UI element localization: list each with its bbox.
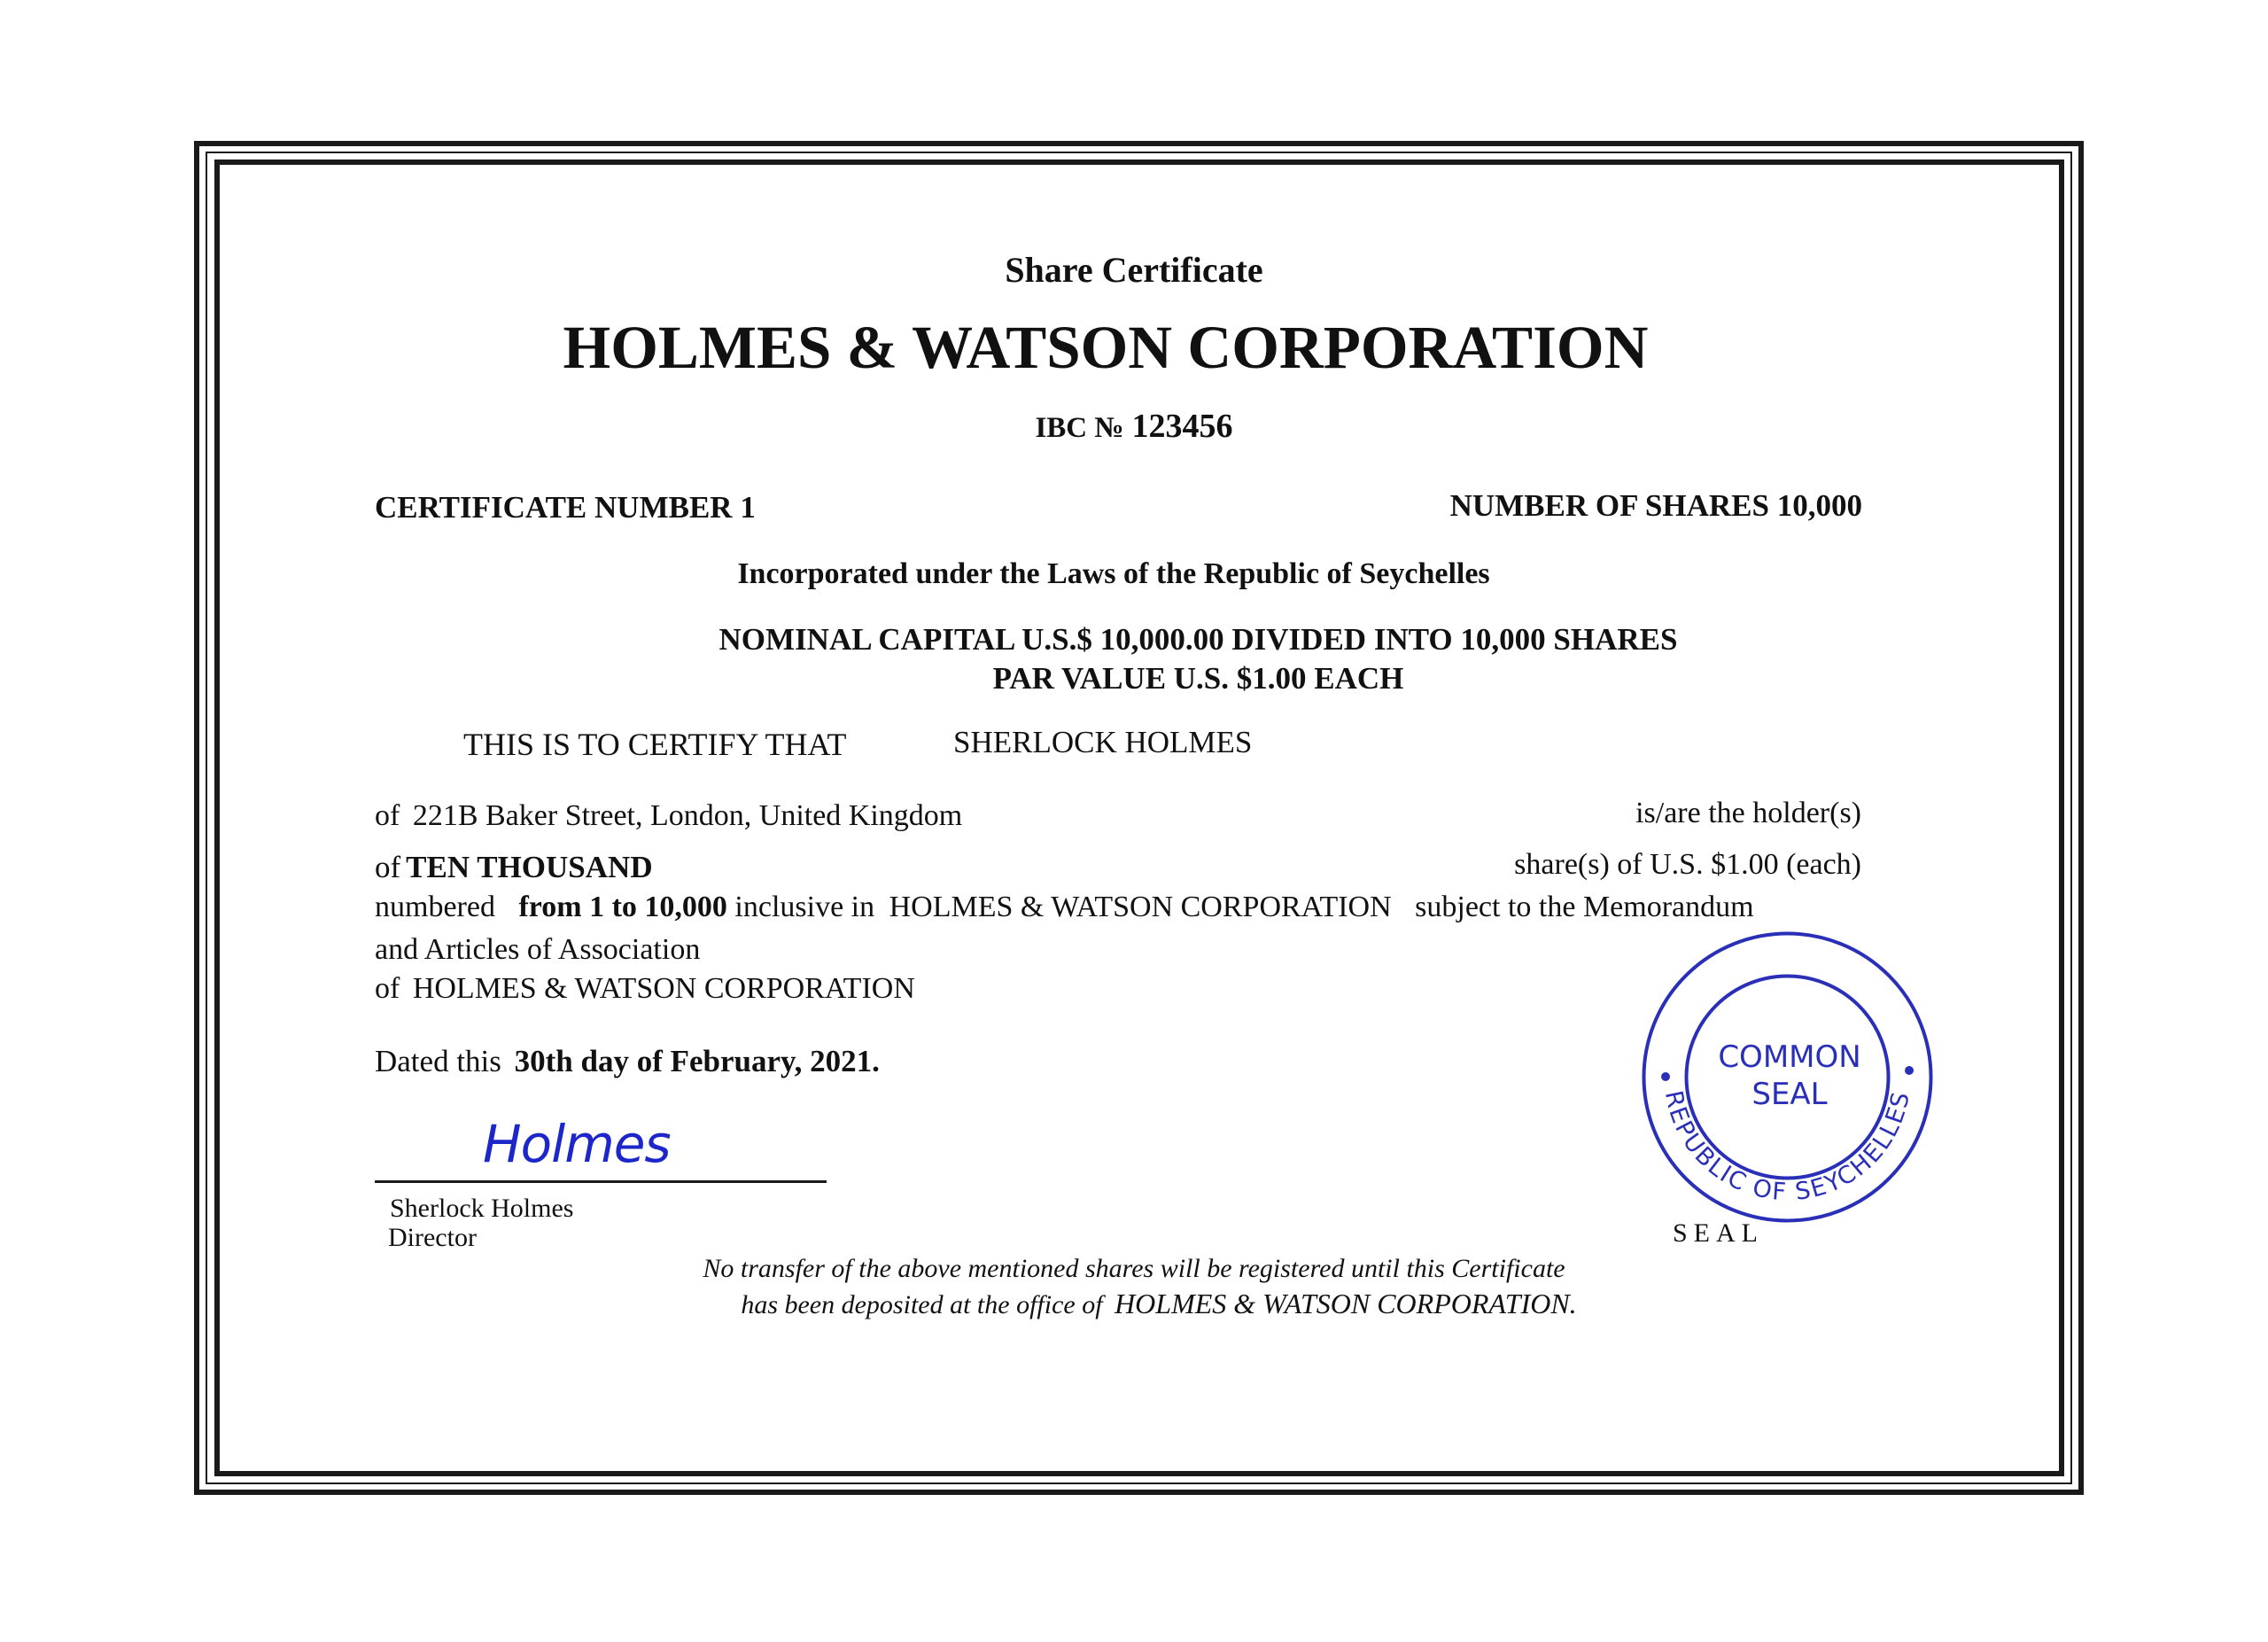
transfer-notice-line2 xyxy=(0,1289,2268,1319)
holder-address: 221B Baker Street, London, United Kingdom xyxy=(412,799,963,832)
share-count-words: TEN THOUSAND xyxy=(406,850,653,884)
certificate-heading: Share Certificate xyxy=(1005,250,1263,290)
nominal-capital: NOMINAL CAPITAL U.S.$ 10,000.00 DIVIDED INTO 10,000 SHARES xyxy=(718,622,1678,657)
par-value: PAR VALUE U.S. $1.00 EACH xyxy=(992,661,1404,696)
of-label: of xyxy=(375,799,400,832)
certify-label: THIS IS TO CERTIFY THAT xyxy=(463,727,847,762)
dated-label: Dated this xyxy=(375,1044,501,1078)
transfer-notice-prefix: has been deposited at the office of xyxy=(741,1290,1103,1319)
subject-to: subject to the Memorandum xyxy=(1415,891,1754,923)
holder-suffix: is/are the holder(s) xyxy=(1635,797,1861,829)
number-of-shares: NUMBER OF SHARES 10,000 xyxy=(1449,488,1862,523)
company-inline-2: HOLMES & WATSON CORPORATION xyxy=(412,972,915,1005)
transfer-notice-line1: No transfer of the above mentioned shares will be registered until this Certificate xyxy=(703,1254,1565,1283)
share-count-line xyxy=(375,852,653,883)
certificate-number: CERTIFICATE NUMBER 1 xyxy=(375,490,756,525)
common-seal-stamp xyxy=(1639,929,1936,1226)
handwritten-signature: Holmes xyxy=(483,1114,671,1174)
issue-date: 30th day of February, 2021. xyxy=(514,1044,880,1078)
ibc-number: 123456 xyxy=(1131,408,1233,445)
company-inline: HOLMES & WATSON CORPORATION xyxy=(889,891,1392,923)
inclusive-in: inclusive in xyxy=(734,891,875,923)
incorporated-line: Incorporated under the Laws of the Republic of Seychelles xyxy=(737,557,1490,590)
share-value: share(s) of U.S. $1.00 (each) xyxy=(1514,848,1861,881)
signature-line xyxy=(375,1180,827,1183)
address-line xyxy=(375,801,962,831)
seal-dot-left xyxy=(1661,1072,1670,1081)
seal-label: SEAL xyxy=(1673,1218,1764,1248)
articles-line: and Articles of Association xyxy=(375,933,701,966)
numbered-label: numbered xyxy=(375,891,495,923)
ibc-label: IBC № xyxy=(1035,412,1124,444)
holder-name: SHERLOCK HOLMES xyxy=(953,725,1253,759)
share-range: from 1 to 10,000 xyxy=(518,891,727,923)
of-label-3: of xyxy=(375,972,400,1005)
ibc-line xyxy=(0,409,2268,443)
signatory-title: Director xyxy=(388,1223,477,1252)
dated-line xyxy=(375,1046,880,1077)
transfer-notice-company: HOLMES & WATSON CORPORATION. xyxy=(1115,1288,1577,1319)
company-line xyxy=(375,974,915,1004)
seal-inner-line2: SEAL xyxy=(1751,1077,1828,1112)
signatory-name: Sherlock Holmes xyxy=(390,1194,574,1223)
company-title: HOLMES & WATSON CORPORATION xyxy=(563,314,1649,381)
numbered-line xyxy=(375,892,1754,922)
of-label-2: of xyxy=(375,850,401,884)
seal-ring-text: REPUBLIC OF SEYCHELLES xyxy=(1658,1088,1916,1207)
seal-inner-line1: COMMON xyxy=(1718,1039,1861,1075)
seal-dot-right xyxy=(1905,1066,1914,1075)
